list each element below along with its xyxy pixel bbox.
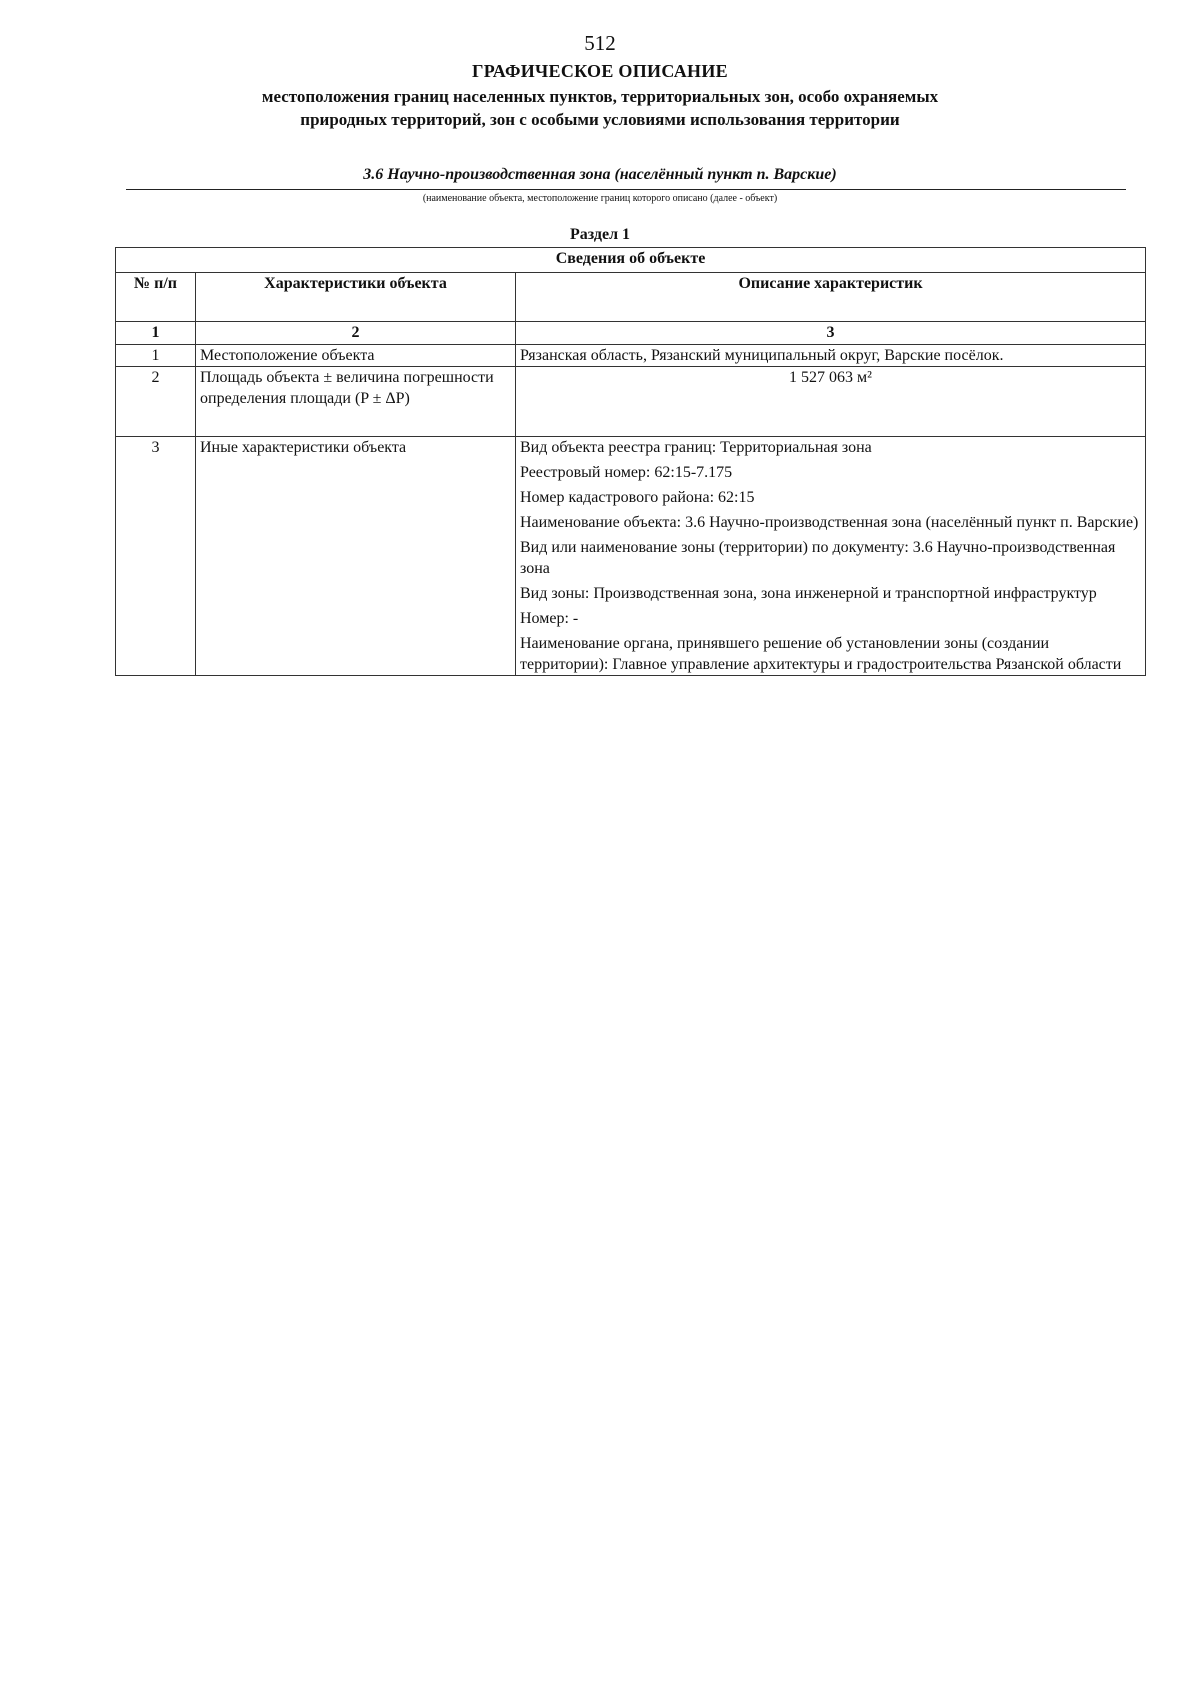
description-line: Вид или наименование зоны (территории) по документу: 3.6 Научно-производственная зона	[520, 539, 1116, 577]
column-number: 1	[116, 322, 196, 345]
row-characteristic: Площадь объекта ± величина погрешности определения площади (P ± ΔP)	[196, 367, 516, 437]
column-number: 2	[196, 322, 516, 345]
row-number: 1	[116, 345, 196, 367]
description-line: Номер: -	[520, 610, 579, 627]
row-description: 1 527 063 м²	[516, 367, 1146, 437]
table-caption-row	[116, 248, 1146, 273]
column-number: 3	[516, 322, 1146, 345]
column-header-characteristic: Характеристики объекта	[196, 273, 516, 322]
page-number: 512	[584, 31, 616, 55]
description-line: Номер кадастрового района: 62:15	[520, 489, 755, 506]
object-name-underline	[126, 189, 1126, 190]
document-subtitle: местоположения границ населенных пунктов, территориальных зон, особо охраняемых природных территорий, зон с особыми условиями использования территории	[261, 87, 939, 129]
object-info-table	[115, 247, 1146, 676]
column-number-row	[116, 322, 1146, 345]
row-number: 3	[116, 437, 196, 676]
row-characteristic: Иные характеристики объекта	[196, 437, 516, 676]
description-line: Вид объекта реестра границ: Территориальная зона	[520, 439, 872, 456]
column-header-description: Описание характеристик	[516, 273, 1146, 322]
description-line: Наименование объекта: 3.6 Научно-производственная зона (населённый пункт п. Варские)	[520, 514, 1139, 531]
row-description	[516, 437, 1146, 676]
description-line: Реестровый номер: 62:15-7.175	[520, 464, 733, 481]
table-header-row	[116, 273, 1146, 322]
table-row	[116, 437, 1146, 676]
table-row	[116, 367, 1146, 437]
description-line: Наименование органа, принявшего решение об установлении зоны (создании территории): Главное управление архитектуры и градостроительства Рязанской области	[520, 635, 1122, 673]
table-row	[116, 345, 1146, 367]
object-name: 3.6 Научно-производственная зона (населённый пункт п. Варские)	[363, 166, 837, 183]
column-header-number: № п/п	[116, 273, 196, 322]
document-title: ГРАФИЧЕСКОЕ ОПИСАНИЕ	[472, 61, 728, 81]
row-characteristic: Местоположение объекта	[196, 345, 516, 367]
object-name-caption: (наименование объекта, местоположение границ которого описано (далее - объект)	[422, 193, 778, 204]
description-line: Вид зоны: Производственная зона, зона инженерной и транспортной инфраструктур	[520, 585, 1097, 602]
row-number: 2	[116, 367, 196, 437]
row-description: Рязанская область, Рязанский муниципальный округ, Варские посёлок.	[516, 345, 1146, 367]
section-label: Раздел 1	[569, 226, 631, 243]
table-caption: Сведения об объекте	[116, 248, 1146, 273]
